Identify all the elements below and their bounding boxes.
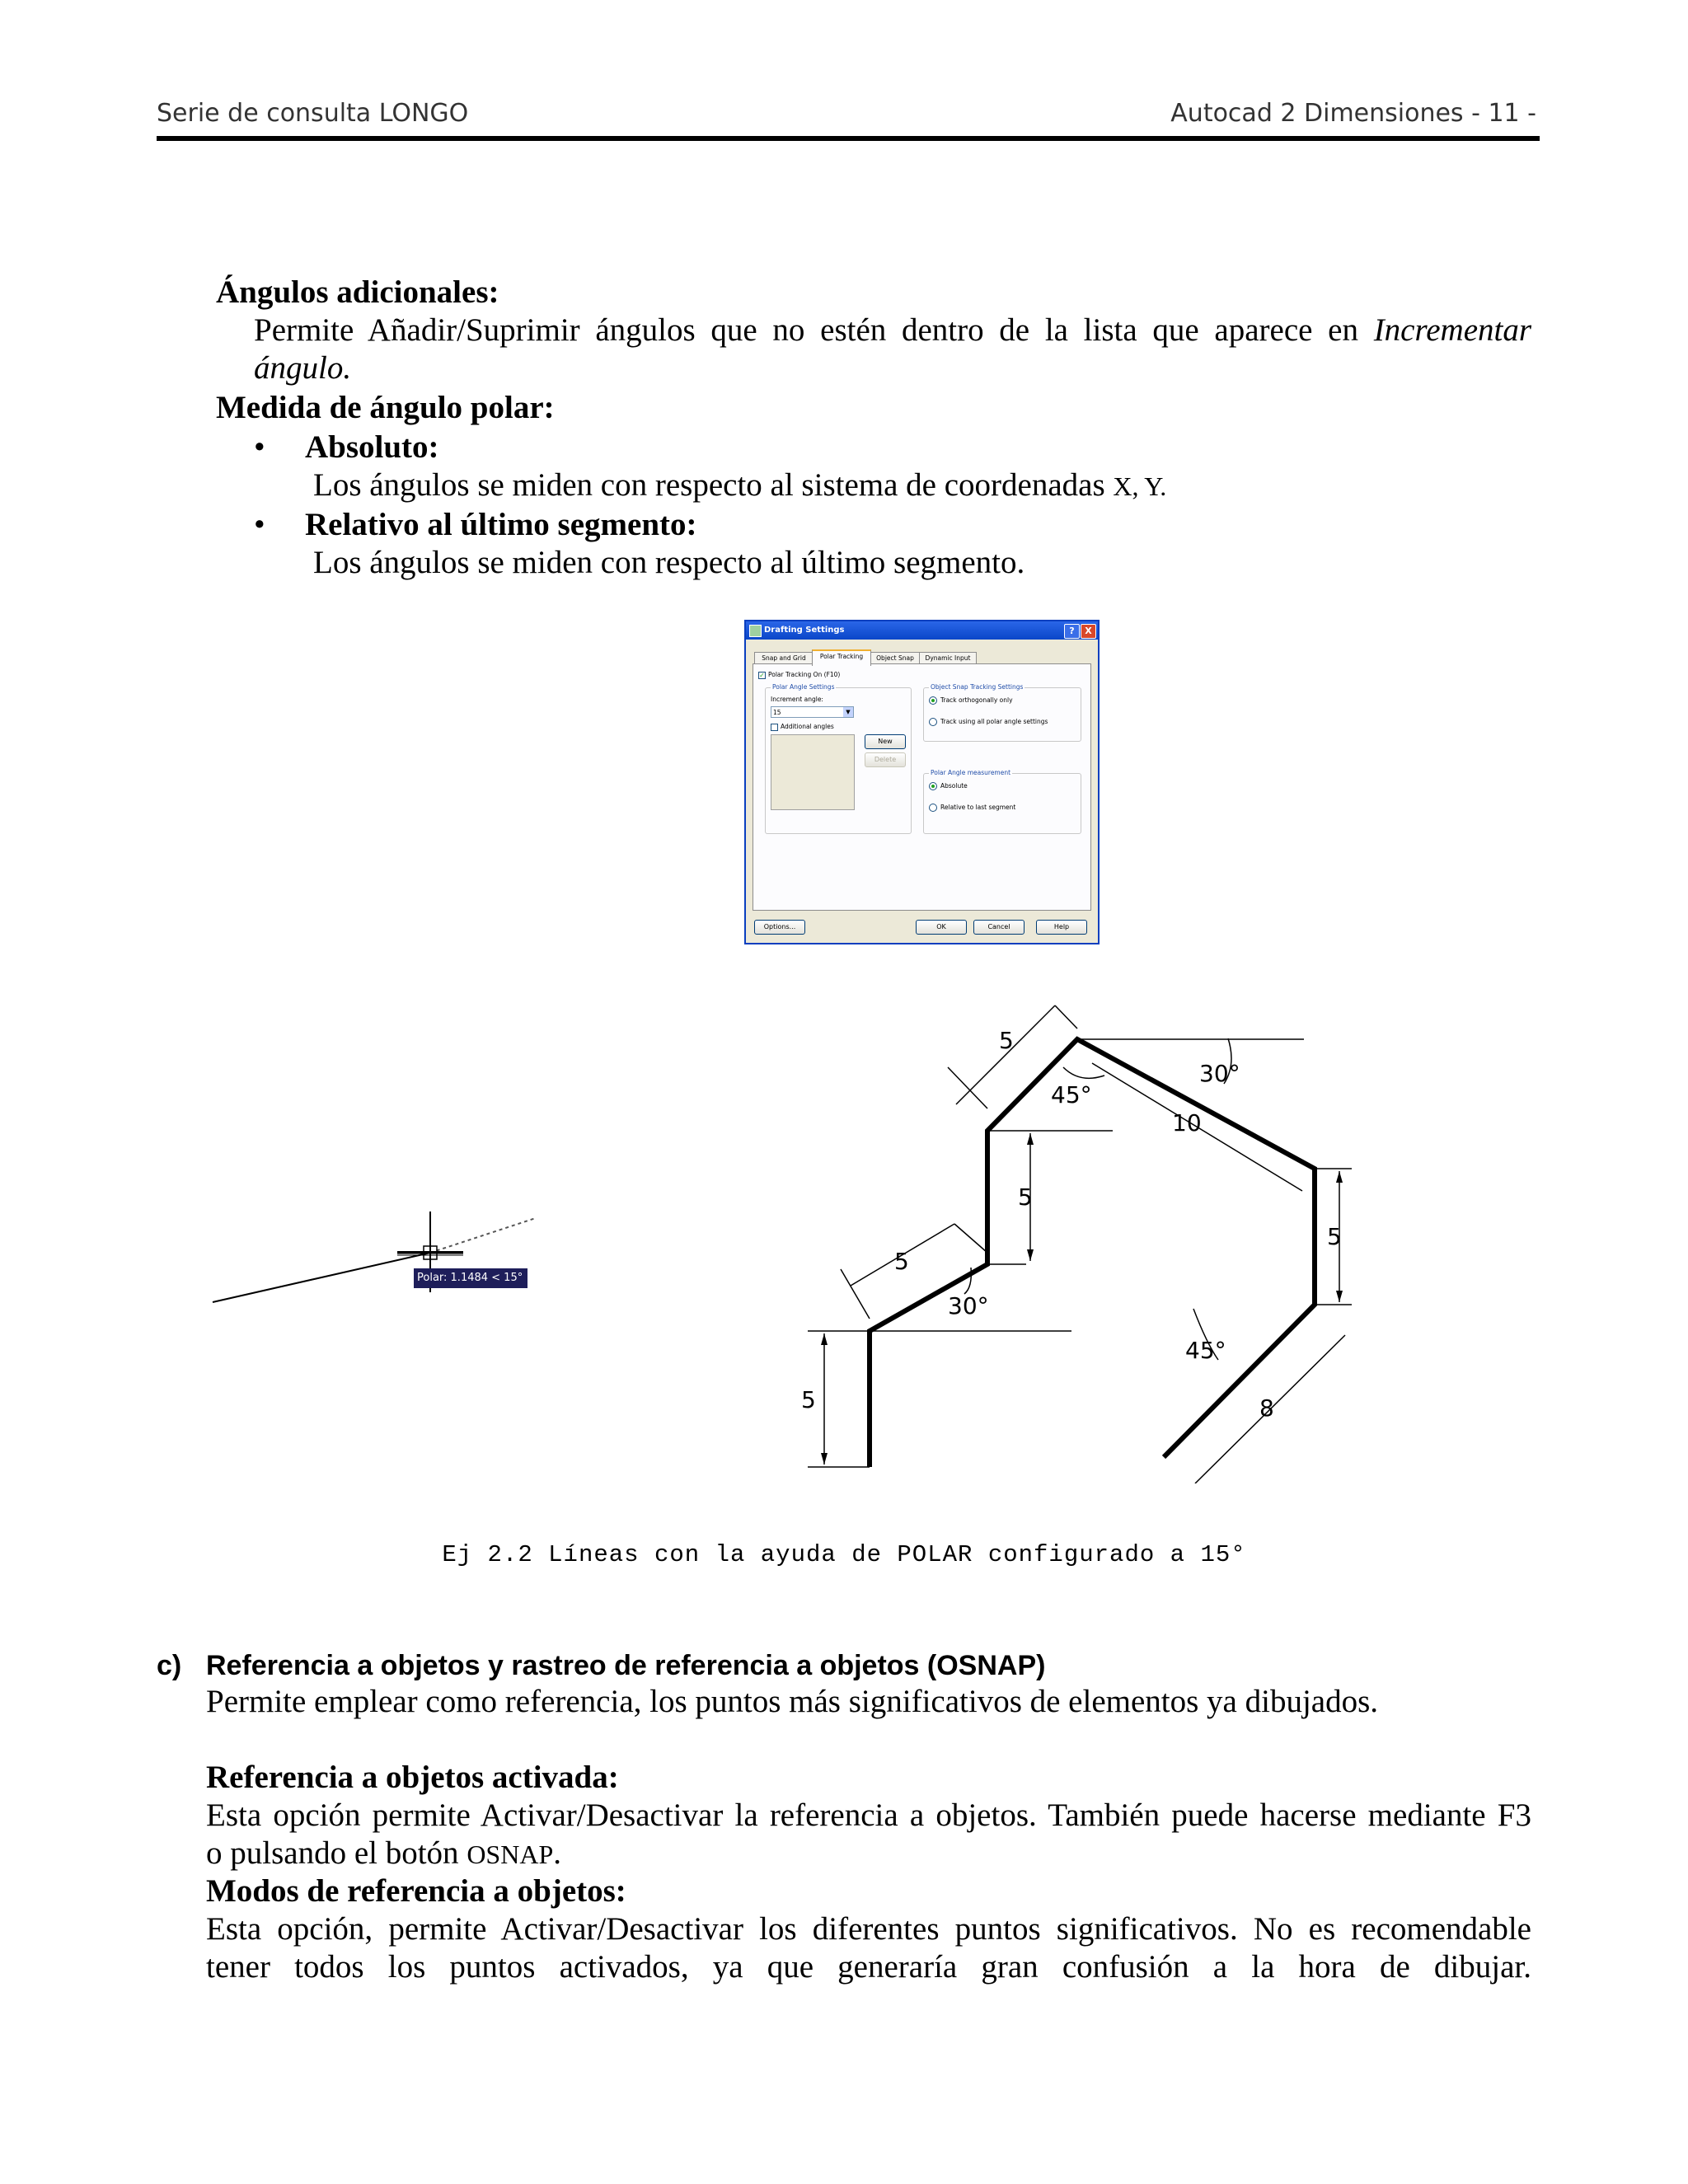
heading-referencia-activada: Referencia a objetos activada: [206, 1760, 619, 1795]
figure-caption: Ej 2.2 Líneas con la ayuda de POLAR configurado a 15° [442, 1541, 1246, 1568]
tab-snap-and-grid[interactable]: Snap and Grid [754, 652, 814, 664]
header-right: Autocad 2 Dimensiones - 11 - [1170, 99, 1536, 128]
drafting-settings-dialog [744, 620, 1100, 944]
help-icon[interactable]: ? [1064, 624, 1080, 639]
additional-angles-checkbox[interactable] [771, 724, 778, 731]
arc-45-top [1063, 1067, 1104, 1078]
modos-referencia-line1: Esta opción, permite Activar/Desactivar los diferentes puntos significativos. No es recomendable [206, 1911, 1531, 1947]
chevron-down-icon: ▼ [843, 707, 853, 717]
angulos-text: Permite Añadir/Suprimir ángulos que no estén dentro de la lista que aparece en [254, 312, 1358, 348]
paragraph-angulos-adicionales [254, 312, 1531, 349]
ext-diag-4 [954, 1224, 987, 1253]
polar-angle-group [765, 683, 912, 834]
item-absoluto-title: Absoluto: [305, 429, 439, 465]
bullet-relativo: • [254, 507, 265, 542]
section-marker: c) [157, 1650, 182, 1681]
tab-dynamic-input[interactable]: Dynamic Input [919, 652, 977, 664]
help-button[interactable]: Help [1036, 920, 1087, 935]
dim-5-right: 5 [1327, 1223, 1342, 1250]
track-ortho-label: Track orthogonally only [940, 696, 1013, 704]
options-button[interactable]: Options... [754, 920, 805, 935]
dim-10: 10 [1172, 1109, 1202, 1137]
bullet-absoluto: • [254, 429, 265, 465]
dim-30-low: 30° [948, 1292, 989, 1319]
dim-45-low: 45° [1185, 1337, 1226, 1364]
polar-line [213, 1253, 430, 1302]
absoluto-desc: Los ángulos se miden con respecto al sistema de coordenadas [313, 467, 1105, 503]
dim-5-left: 5 [801, 1386, 816, 1413]
osnap-paragraph: Permite emplear como referencia, los puntos más significativos de elementos ya dibujados. [206, 1684, 1379, 1719]
dim-5-top: 5 [999, 1027, 1014, 1054]
tab-polar-tracking[interactable]: Polar Tracking [812, 649, 871, 666]
cancel-button[interactable]: Cancel [973, 920, 1025, 935]
dim-30-top: 30° [1199, 1060, 1240, 1087]
ok-button[interactable]: OK [916, 920, 967, 935]
heading-osnap: Referencia a objetos y rastreo de referencia a objetos (OSNAP) [206, 1650, 1046, 1681]
relative-radio[interactable] [929, 804, 937, 812]
app-icon [749, 625, 762, 637]
dim-5-mid: 5 [1018, 1183, 1033, 1211]
polar-angle-group-label: Polar Angle Settings [772, 683, 835, 691]
additional-angles-list[interactable] [771, 734, 855, 810]
item-relativo-text: Los ángulos se miden con respecto al último segmento. [313, 545, 1025, 580]
header-left: Serie de consulta LONGO [157, 99, 469, 128]
angulos-italic-2: ángulo. [254, 350, 352, 386]
dim-45-top: 45° [1051, 1081, 1092, 1108]
polar-on-label: Polar Tracking On (F10) [768, 671, 841, 678]
referencia-activada-line2-a: o pulsando el botón [206, 1835, 459, 1871]
track-polar-radio[interactable] [929, 718, 937, 726]
additional-angles-label: Additional angles [781, 723, 834, 730]
polar-drawing [791, 989, 1352, 1483]
angulos-italic-1: Incrementar [1373, 312, 1532, 348]
ext-diag-2 [1055, 1005, 1077, 1029]
dialog-titlebar [746, 621, 1098, 640]
increment-label: Increment angle: [771, 696, 823, 703]
relative-label: Relative to last segment [940, 804, 1016, 811]
object-snap-tracking-group [923, 683, 1081, 742]
delete-button[interactable]: Delete [865, 752, 906, 767]
heading-modos-referencia: Modos de referencia a objetos: [206, 1873, 626, 1909]
increment-value: 15 [773, 709, 781, 716]
dim-5-diag: 5 [894, 1248, 909, 1275]
referencia-activada-line2-c: . [553, 1835, 561, 1871]
ext-diag-1 [948, 1067, 987, 1108]
track-polar-label: Track using all polar angle settings [940, 718, 1048, 725]
heading-angulos-adicionales: Ángulos adicionales: [216, 274, 499, 310]
tab-panel [753, 663, 1091, 911]
absolute-label: Absolute [940, 782, 968, 790]
polar-on-checkbox[interactable]: ✓ [759, 672, 765, 679]
close-icon[interactable]: X [1081, 624, 1096, 639]
tab-object-snap[interactable]: Object Snap [870, 652, 921, 664]
polar-measurement-label: Polar Angle measurement [931, 769, 1011, 776]
referencia-activada-line2 [206, 1835, 561, 1873]
osnap-word: OSNAP [467, 1840, 554, 1869]
increment-angle-select[interactable] [771, 706, 854, 718]
polar-tracking-path [430, 1218, 536, 1253]
referencia-activada-line1: Esta opción permite Activar/Desactivar la referencia a objetos. También puede hacerse mediante F3 [206, 1797, 1531, 1833]
item-absoluto-text [313, 466, 1166, 505]
dim-8: 8 [1259, 1394, 1274, 1422]
new-button[interactable]: New [865, 734, 906, 749]
object-snap-tracking-label: Object Snap Tracking Settings [931, 683, 1024, 691]
modos-referencia-line2: tener todos los puntos activados, ya que generaría gran confusión a la hora de dibujar. [206, 1949, 1531, 1985]
header-rule [157, 136, 1540, 141]
dialog-title: Drafting Settings [764, 626, 845, 635]
polar-tracking-illustration [198, 1187, 544, 1319]
item-relativo-title: Relativo al último segmento: [305, 507, 697, 542]
track-ortho-radio[interactable] [929, 696, 937, 705]
dim-line-top [956, 1005, 1055, 1104]
polar-measurement-group [923, 769, 1081, 834]
absolute-radio[interactable] [929, 782, 937, 790]
absoluto-xy: X, Y. [1113, 471, 1167, 501]
drawing-polyline [870, 1039, 1315, 1467]
polar-tooltip: Polar: 1.1484 < 15° [414, 1268, 528, 1288]
heading-medida-angulo-polar: Medida de ángulo polar: [216, 390, 555, 425]
